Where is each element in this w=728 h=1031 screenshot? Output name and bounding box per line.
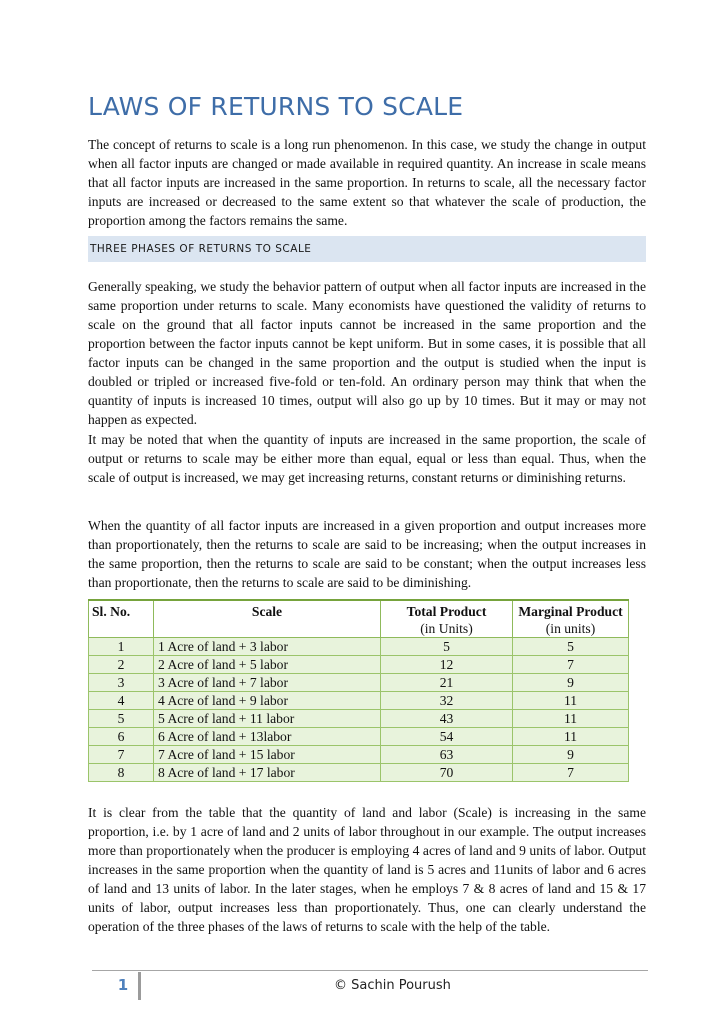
section-heading: THREE PHASES OF RETURNS TO SCALE: [88, 236, 646, 262]
cell-sl: 1: [89, 638, 154, 656]
cell-marginal: 5: [513, 638, 629, 656]
table-header-row: [89, 600, 629, 638]
table-row: [89, 728, 629, 746]
header-scale: Scale: [154, 600, 381, 638]
cell-sl: 6: [89, 728, 154, 746]
table-row: [89, 710, 629, 728]
cell-total: 21: [381, 674, 513, 692]
cell-marginal: 9: [513, 674, 629, 692]
cell-scale: 6 Acre of land + 13labor: [154, 728, 381, 746]
header-total-product-unit: (in Units): [420, 621, 473, 636]
intro-paragraph: The concept of returns to scale is a long run phenomenon. In this case, we study the change in output when all factor inputs are changed or made available in required quantity. An increase in scale means that all factor inputs are increased in the same proportion. In returns to scale, all the necessary factor inputs are increased or decreased to the same extent so that whatever the scale of production, the proportion among the factors remains the same.: [88, 137, 646, 228]
cell-marginal: 9: [513, 746, 629, 764]
cell-sl: 2: [89, 656, 154, 674]
footer-copyright: © Sachin Pourush: [334, 978, 451, 993]
table-row: [89, 674, 629, 692]
table-row: [89, 656, 629, 674]
cell-sl: 7: [89, 746, 154, 764]
cell-sl: 3: [89, 674, 154, 692]
cell-total: 63: [381, 746, 513, 764]
header-total-product: [381, 600, 513, 638]
cell-total: 12: [381, 656, 513, 674]
cell-scale: 4 Acre of land + 9 labor: [154, 692, 381, 710]
header-marginal-product-label: Marginal Product: [518, 604, 623, 619]
paragraph-quantity: When the quantity of all factor inputs are increased in a given proportion and output increases more than proportionately, then the returns to scale are said to be increasing; when the output increases in the same proportion, then the returns to scale are said to be constant; when the output increases less than proportionate, then the returns to scale are said to be diminishing.: [88, 518, 646, 590]
page-number: 1: [117, 976, 129, 994]
cell-sl: 8: [89, 764, 154, 782]
footer-divider: [92, 970, 648, 971]
returns-table: [88, 599, 629, 782]
cell-total: 54: [381, 728, 513, 746]
cell-sl: 4: [89, 692, 154, 710]
page-title: LAWS OF RETURNS TO SCALE: [88, 92, 464, 121]
cell-scale: 7 Acre of land + 15 labor: [154, 746, 381, 764]
cell-marginal: 7: [513, 656, 629, 674]
cell-total: 43: [381, 710, 513, 728]
cell-marginal: 7: [513, 764, 629, 782]
paragraph-noted: It may be noted that when the quantity of inputs are increased in the same proportion, the scale of output or returns to scale may be either more than equal, equal or less than equal. Thus, when the scale of output is increased, we may get increasing returns, constant returns or diminishing returns.: [88, 432, 646, 485]
cell-scale: 1 Acre of land + 3 labor: [154, 638, 381, 656]
page-number-divider: [138, 972, 141, 1000]
cell-total: 32: [381, 692, 513, 710]
cell-scale: 5 Acre of land + 11 labor: [154, 710, 381, 728]
cell-total: 70: [381, 764, 513, 782]
header-sl-no: Sl. No.: [89, 600, 154, 638]
table-row: [89, 638, 629, 656]
paragraph-general: Generally speaking, we study the behavior pattern of output when all factor inputs are increased in the same proportion under returns to scale. Many economists have questioned the validity of returns to scale on the ground that all factor inputs cannot be increased in the same proportion and the proportion between the factor inputs cannot be kept uniform. But in some cases, it is possible that all factor inputs can be changed in the same proportion and the output is studied when the input is doubled or tripled or increased five-fold or ten-fold. An ordinary person may think that when the quantity of inputs is increased 10 times, output will also go up by 10 times. But it may or may not happen as expected.: [88, 279, 646, 427]
paragraph-conclusion: It is clear from the table that the quantity of land and labor (Scale) is increasing in the same proportion, i.e. by 1 acre of land and 2 units of labor throughout in our example. The output increases more than proportionately when the producer is employing 4 acres of land and 9 units of labor. Output increases in the same proportion when the quantity of land is 5 acres and 11units of labor and 6 acres of land and 13 units of labor. In the later stages, when he employs 7 & 8 acres of land and 15 & 17 units of labor, output increases less than proportionately. Thus, one can clearly understand the operation of the three phases of the laws of returns to scale with the help of the table.: [88, 805, 646, 934]
header-marginal-product-unit: (in units): [545, 621, 596, 636]
cell-marginal: 11: [513, 692, 629, 710]
header-total-product-label: Total Product: [406, 604, 487, 619]
cell-scale: 2 Acre of land + 5 labor: [154, 656, 381, 674]
cell-marginal: 11: [513, 710, 629, 728]
header-marginal-product: [513, 600, 629, 638]
cell-sl: 5: [89, 710, 154, 728]
table-row: [89, 746, 629, 764]
table-row: [89, 764, 629, 782]
cell-marginal: 11: [513, 728, 629, 746]
cell-total: 5: [381, 638, 513, 656]
cell-scale: 8 Acre of land + 17 labor: [154, 764, 381, 782]
cell-scale: 3 Acre of land + 7 labor: [154, 674, 381, 692]
table-row: [89, 692, 629, 710]
